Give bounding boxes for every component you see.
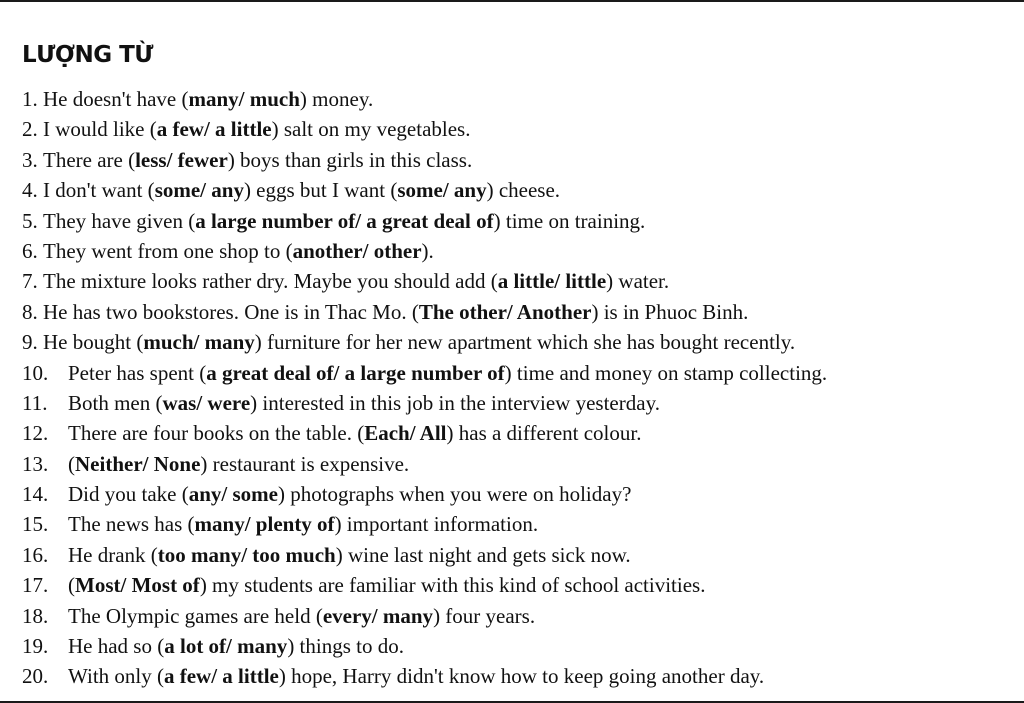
question-number: 13. [22,451,49,476]
question-text [68,509,538,539]
question-text-before: I don't want ( [43,178,155,203]
question-number: 7. [22,269,43,294]
question-item [22,175,1014,205]
question-text [43,327,795,357]
question-item [22,631,1014,661]
question-text-after-second: ) cheese. [486,178,561,203]
question-text [68,388,660,418]
answer-options: every/ many [322,603,434,628]
question-item [22,206,1014,236]
answer-options: Most/ Most of [75,573,200,598]
question-number: 4. [22,178,43,203]
question-number: 20. [22,664,49,689]
answer-options: a little/ little [497,269,607,294]
question-list [22,84,1014,692]
question-text-after: ) time on training. [493,208,646,233]
question-text-after: ) eggs but I want ( [243,178,398,203]
question-item [22,570,1014,600]
question-number: 18. [22,603,49,628]
question-text-before: They went from one shop to ( [43,238,293,263]
question-text-after: ) photographs when you were on holiday? [277,482,632,507]
answer-options: a great deal of/ a large number of [206,360,505,385]
answer-options-second: some/ any [397,178,487,203]
question-text [43,266,669,296]
answer-options: Each/ All [364,421,447,446]
question-number: 6. [22,238,43,263]
question-text-after: ) interested in this job in the interview yesterday. [250,390,660,415]
question-text-after: ) furniture for her new apartment which she has bought recently. [254,330,796,355]
answer-options: many/ plenty of [194,512,335,537]
question-text [43,236,434,266]
question-text-before: I would like ( [43,117,157,142]
question-text-after: ). [421,238,434,263]
answer-options: too many/ too much [157,542,336,567]
question-text-after: ) four years. [433,603,536,628]
question-number: 1. [22,87,43,111]
question-text-before: The Olympic games are held ( [68,603,323,628]
question-number: 15. [22,512,49,537]
question-item [22,84,1014,114]
question-text [68,570,705,600]
question-text-before: He bought ( [43,330,144,355]
question-text-before: He drank ( [68,542,158,567]
answer-options: a few/ a little [156,117,272,142]
answer-options: any/ some [188,482,278,507]
question-text-before: There are ( [43,147,136,172]
question-text [43,175,560,205]
page-title: LƯỢNG TỪ [22,42,154,68]
question-text-after: ) time and money on stamp collecting. [504,360,828,385]
answer-options: much/ many [143,330,255,355]
question-text-after: ) wine last night and gets sick now. [335,542,631,567]
answer-options: many/ much [188,87,300,111]
answer-options: another/ other [292,238,422,263]
question-item [22,358,1014,388]
answer-options: a large number of/ a great deal of [195,208,494,233]
question-number: 8. [22,299,43,324]
question-text [43,84,373,114]
question-text-before: Both men ( [68,390,163,415]
question-item [22,509,1014,539]
question-item [22,540,1014,570]
question-text-after: ) my students are familiar with this kind of school activities. [199,573,706,598]
question-text-after: ) is in Phuoc Binh. [591,299,749,324]
question-item [22,479,1014,509]
question-text-before: Peter has spent ( [68,360,207,385]
question-text-after: ) salt on my vegetables. [271,117,471,142]
question-number: 19. [22,634,49,659]
question-text-before: They have given ( [43,208,196,233]
question-text [43,145,472,175]
question-number: 14. [22,482,49,507]
question-text [68,601,535,631]
question-number: 12. [22,421,49,446]
question-item [22,145,1014,175]
question-text-before: The mixture looks rather dry. Maybe you should add ( [43,269,498,294]
question-text [68,449,409,479]
question-text-before: ( [68,451,75,476]
answer-options: was/ were [162,390,251,415]
answer-options: some/ any [154,178,244,203]
answer-options: Neither/ None [75,451,201,476]
question-text-after: ) hope, Harry didn't know how to keep going another day. [278,664,765,689]
question-item [22,388,1014,418]
question-item [22,418,1014,448]
question-number: 17. [22,573,49,598]
question-text-before: The news has ( [68,512,195,537]
question-text-before: He had so ( [68,634,165,659]
question-text [68,540,631,570]
question-text-before: With only ( [68,664,164,689]
question-number: 9. [22,330,43,355]
question-text [43,297,748,327]
question-number: 16. [22,542,49,567]
question-item [22,266,1014,296]
question-number: 5. [22,208,43,233]
question-text [43,114,470,144]
question-text-before: Did you take ( [68,482,189,507]
question-text-before: There are four books on the table. ( [68,421,365,446]
question-text [68,479,631,509]
question-text-after: ) boys than girls in this class. [227,147,473,172]
question-text [43,206,645,236]
question-text-before: ( [68,573,75,598]
question-text-before: He doesn't have ( [43,87,189,111]
question-text-after: ) important information. [334,512,539,537]
question-number: 2. [22,117,43,142]
question-number: 11. [22,390,48,415]
question-item [22,449,1014,479]
question-text-after: ) water. [606,269,670,294]
question-text-after: ) has a different colour. [446,421,642,446]
answer-options: less/ fewer [135,147,228,172]
question-item [22,114,1014,144]
question-item [22,661,1014,691]
question-text [68,418,641,448]
question-text [68,631,404,661]
answer-options: a lot of/ many [164,634,288,659]
answer-options: The other/ Another [418,299,592,324]
question-text-after: ) things to do. [287,634,404,659]
question-text-after: ) money. [299,87,374,111]
question-item [22,297,1014,327]
question-item [22,327,1014,357]
question-text-before: He has two bookstores. One is in Thac Mo. ( [43,299,419,324]
question-item [22,601,1014,631]
question-text-after: ) restaurant is expensive. [200,451,410,476]
question-item [22,236,1014,266]
answer-options: a few/ a little [163,664,279,689]
question-number: 3. [22,147,43,172]
question-number: 10. [22,360,49,385]
question-text [68,358,827,388]
question-text [68,661,764,691]
